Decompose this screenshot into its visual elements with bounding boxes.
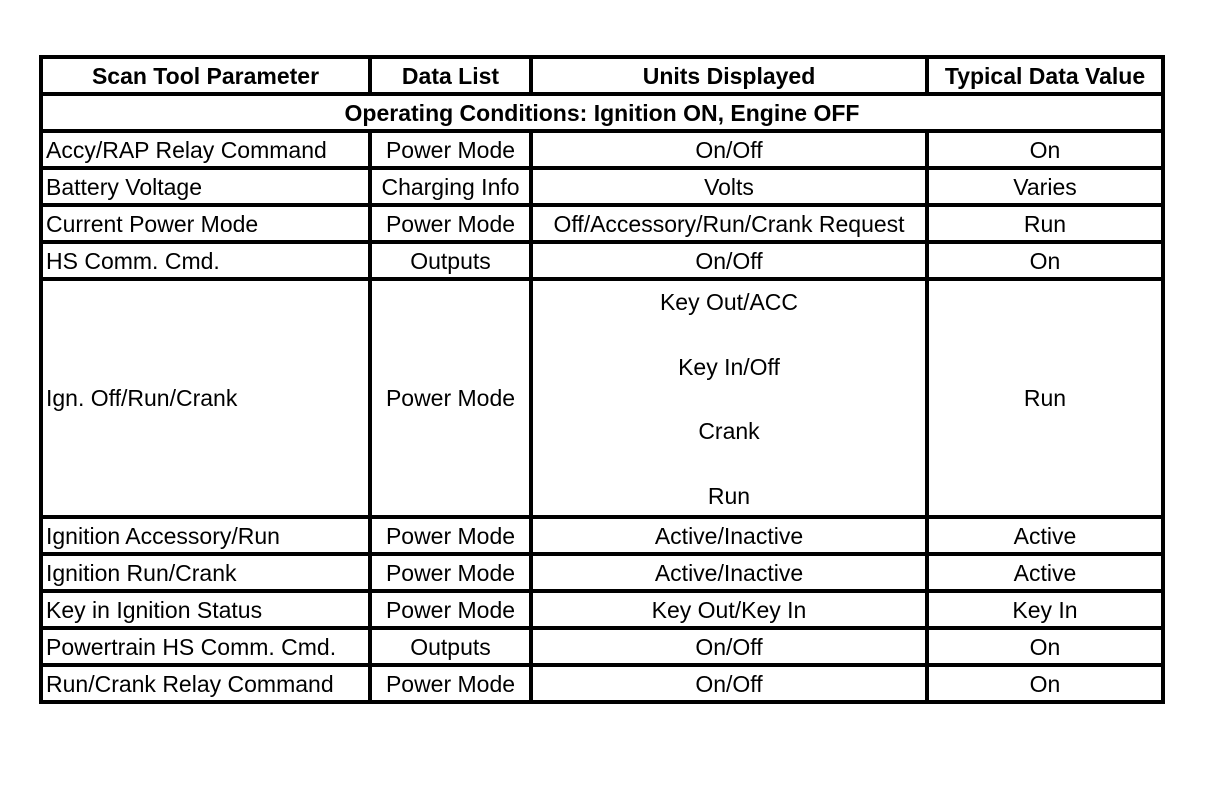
data-list-cell: Outputs (370, 242, 531, 279)
data-list-cell: Power Mode (370, 554, 531, 591)
units-cell: On/Off (531, 131, 927, 168)
table-row (41, 665, 1163, 702)
table-row (41, 591, 1163, 628)
typical-value-cell: Active (927, 517, 1163, 554)
typical-value-cell: Key In (927, 591, 1163, 628)
parameter-cell: Ignition Run/Crank (41, 554, 370, 591)
units-option: Key Out/ACC (659, 289, 799, 315)
parameter-cell: Ign. Off/Run/Crank (41, 279, 370, 517)
units-cell: Key Out/Key In (531, 591, 927, 628)
units-cell: Active/Inactive (531, 554, 927, 591)
units-cell: On/Off (531, 242, 927, 279)
parameter-cell: Key in Ignition Status (41, 591, 370, 628)
typical-value-cell: Run (927, 279, 1163, 517)
data-list-cell: Power Mode (370, 517, 531, 554)
header-data-list: Data List (370, 57, 531, 94)
table-row (41, 205, 1163, 242)
units-cell (531, 279, 927, 517)
data-list-cell: Power Mode (370, 591, 531, 628)
table-row (41, 517, 1163, 554)
header-parameter: Scan Tool Parameter (41, 57, 370, 94)
parameter-cell: Run/Crank Relay Command (41, 665, 370, 702)
operating-conditions: Operating Conditions: Ignition ON, Engine OFF (41, 94, 1163, 131)
units-cell: Volts (531, 168, 927, 205)
units-option: Key In/Off (678, 353, 780, 380)
units-option: Run (707, 482, 751, 509)
data-list-cell: Power Mode (370, 205, 531, 242)
data-list-cell: Power Mode (370, 131, 531, 168)
data-list-cell: Outputs (370, 628, 531, 665)
table-row (41, 628, 1163, 665)
header-units: Units Displayed (531, 57, 927, 94)
typical-value-cell: Run (927, 205, 1163, 242)
parameter-cell: Battery Voltage (41, 168, 370, 205)
table-row (41, 168, 1163, 205)
scan-tool-data-table (39, 55, 1165, 704)
units-cell: On/Off (531, 665, 927, 702)
data-list-cell: Power Mode (370, 279, 531, 517)
table-row (41, 554, 1163, 591)
section-row (41, 94, 1163, 131)
units-option: Crank (698, 418, 760, 445)
table-row (41, 279, 1163, 517)
units-cell: Active/Inactive (531, 517, 927, 554)
parameter-cell: HS Comm. Cmd. (41, 242, 370, 279)
typical-value-cell: On (927, 242, 1163, 279)
typical-value-cell: On (927, 131, 1163, 168)
typical-value-cell: Varies (927, 168, 1163, 205)
parameter-cell: Current Power Mode (41, 205, 370, 242)
data-list-cell: Charging Info (370, 168, 531, 205)
parameter-cell: Accy/RAP Relay Command (41, 131, 370, 168)
units-cell: Off/Accessory/Run/Crank Request (531, 205, 927, 242)
table-row (41, 242, 1163, 279)
parameter-cell: Ignition Accessory/Run (41, 517, 370, 554)
table-row (41, 131, 1163, 168)
typical-value-cell: On (927, 665, 1163, 702)
typical-value-cell: On (927, 628, 1163, 665)
parameter-cell: Powertrain HS Comm. Cmd. (41, 628, 370, 665)
units-list (536, 281, 922, 515)
typical-value-cell: Active (927, 554, 1163, 591)
units-cell: On/Off (531, 628, 927, 665)
data-list-cell: Power Mode (370, 665, 531, 702)
header-row (41, 57, 1163, 94)
header-typical-value: Typical Data Value (927, 57, 1163, 94)
